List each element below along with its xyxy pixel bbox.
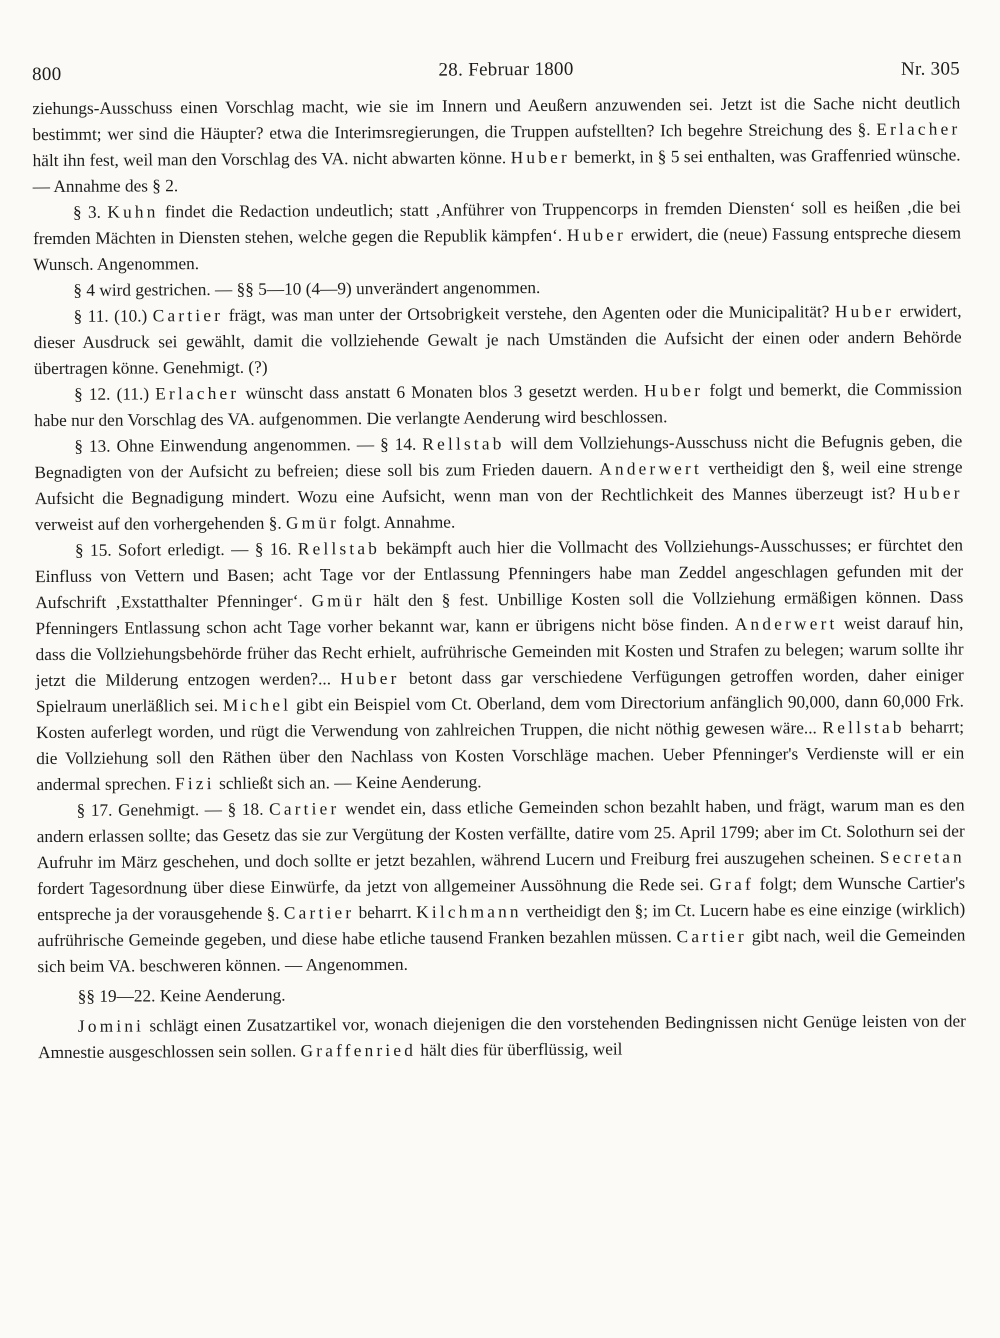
text-segment: schlägt einen Zusatzartikel vor, wonach diejenigen die den vorstehenden Bedingnissen nicht Genüge leisten von der Amnestie ausgeschlossen sein sollen.: [37, 1011, 966, 1063]
speaker-name: Graf: [709, 874, 754, 894]
paragraph: [33, 298, 961, 382]
speaker-name: Secretan: [879, 847, 965, 867]
text-segment: § 17. Genehmigt. — § 18.: [76, 799, 270, 820]
speaker-name: Rellstab: [822, 717, 905, 738]
page-number: 800: [32, 63, 62, 86]
paragraph: [33, 194, 961, 278]
text-segment: erwidert, dieser Ausdruck sei gewählt, damit die vollziehende Gewalt je nach Umständen die Aufsicht der einen oder andern Behörde übertragen könne. Genehmigt. (?): [33, 301, 962, 379]
text-segment: hält ihn fest, weil man den Vorschlag des VA. nicht abwarten könne.: [32, 148, 511, 171]
speaker-name: Cartier: [152, 305, 224, 326]
text-segment: § 11. (10.): [73, 306, 153, 326]
speaker-name: Anderwert: [599, 459, 703, 479]
text-segment: fordert Tagesordnung über diese Einwürfe, da jetzt von allgemeiner Aussöhnung die Rede sei.: [36, 874, 710, 899]
text-segment: hält dies für überflüssig, weil: [416, 1039, 623, 1060]
paragraph: [36, 792, 965, 980]
text-segment: § 15. Sofort erledigt. — § 16.: [74, 539, 298, 560]
paragraph: [34, 428, 963, 538]
text-segment: folgt; dem Wunsche Cartier's entspreche ja der vorausgehende §.: [37, 873, 966, 925]
speaker-name: Gmür: [285, 513, 340, 533]
paragraph: [38, 1008, 966, 1066]
speaker-name: Rellstab: [297, 539, 381, 559]
text-segment: §§ 19—22. Keine Aenderung.: [77, 985, 286, 1006]
text-segment: weist darauf hin, dass die Vollziehungsbehörde früher das Recht erhielt, aufrührische Gemeinden mit Kosten und Strafen zu belegen; warum sollte ihr jetzt die Milderung entzogen werden?...: [35, 613, 964, 691]
text-segment: § 3.: [72, 202, 108, 222]
document-number: Nr. 305: [900, 58, 961, 80]
speaker-name: Erlacher: [155, 383, 240, 404]
speaker-name: Huber: [643, 381, 704, 401]
document-body: [32, 90, 966, 1066]
text-segment: will dem Vollziehungs-Ausschuss nicht die Befugnis geben, die Begnadigten von der Aufsicht zu befreien; diese soll bis zum Frieden dauern.: [34, 431, 963, 483]
text-segment: § 12. (11.): [73, 384, 156, 404]
speaker-name: Jomini: [77, 1016, 145, 1036]
speaker-name: Kuhn: [107, 202, 159, 222]
text-segment: frägt, was man unter der Ortsobrigkeit verstehe, den Agenten oder die Municipalität?: [223, 302, 836, 325]
text-segment: bekämpft auch hier die Vollmacht des Vollziehungs-Ausschusses; er fürchtet den Einfluss von Vettern und Basen; acht Tage vor der Entlassung Pfenningers habe man Zeddel angeschlagen gefunden mit der Aufschrift ‚Exstatthalter Pfenninger‘.: [35, 535, 964, 613]
speaker-name: Huber: [510, 147, 570, 168]
speaker-name: Cartier: [283, 903, 355, 923]
text-segment: gibt nach, weil die Gemeinden sich beim VA. beschweren können. — Angenommen.: [37, 925, 966, 977]
text-segment: beharrt.: [354, 902, 417, 923]
text-segment: § 13. Ohne Einwendung angenommen. — § 14.: [74, 434, 423, 456]
speaker-name: Graffenried: [300, 1040, 417, 1061]
paragraph: [34, 376, 962, 434]
text-segment: wendet ein, dass etliche Gemeinden schon bezahlt haben, und frägt, warum man es den andern erlassen sollte; das Gesetz das sie zur Vergütung der Kosten verfällte, datire vom 25. April 1799; aber im Ct. Solothurn sei der Aufruhr im März geschehen, und doch sollte er jetzt bezahlen, während Lucern und Freiburg frei auszugehen scheinen.: [36, 795, 965, 873]
document-page: [32, 56, 966, 1066]
text-segment: betont dass gar verschiedene Verfügungen getroffen worden, daher einiger Spielraum unerläßlich sei.: [35, 665, 964, 717]
paragraph: [38, 978, 966, 1010]
text-segment: bemerkt, in § 5 sei enthalten, was Graffenried wünsche. — Annahme des § 2.: [32, 145, 961, 197]
paragraph: [35, 532, 965, 798]
text-segment: folgt und bemerkt, die Commission habe nur den Vorschlag des VA. aufgenommen. Die verlangte Aenderung wird beschlossen.: [34, 379, 963, 431]
speaker-name: Michel: [222, 695, 292, 715]
speaker-name: Kilchmann: [416, 902, 522, 922]
text-segment: gibt ein Beispiel vom Ct. Oberland, dem vom Directorium anfänglich 90,000, dann 60,000 Frk. Kosten auferlegt worden, und rügt die Verwendung von zahlreichen Truppen, die nicht nöthig gewesen wäre...: [36, 691, 964, 743]
page-date: 28. Februar 1800: [438, 58, 574, 81]
speaker-name: Gmür: [311, 591, 365, 611]
text-segment: vertheidigt den §, weil eine strenge Aufsicht die Begnadigung mindert. Wozu eine Aufsicht, wenn man von der Rechtlichkeit des Mannes überzeugt ist?: [34, 457, 963, 509]
text-segment: findet die Redaction undeutlich; statt ‚Anführer von Truppencorps in fremden Diensten‘ soll es heißen ‚die bei fremden Mächten in Diensten stehen, welche gegen die Republik kämpfen‘.: [33, 197, 961, 249]
text-segment: ziehungs-Ausschuss einen Vorschlag macht, wie sie im Innern und Aeußern anzuwenden sei. Jetzt ist die Sache nicht deutlich bestimmt; wer sind die Häupter? etwa die Interimsregierungen, die Truppen aufstellten? Ich begehre Streichung des §.: [32, 93, 961, 145]
speaker-name: Cartier: [676, 926, 748, 947]
speaker-name: Rellstab: [422, 434, 505, 454]
text-segment: beharrt; die Vollziehung soll den Räthen über den Nachlass von Kosten Vorschläge machen. Ueber Pfenninger's Verdienste will er ein andermal sprechen.: [36, 717, 965, 795]
speaker-name: Huber: [566, 225, 627, 245]
page-header: [32, 56, 961, 96]
text-segment: erwidert, die (neue) Fassung entspreche diesem Wunsch. Angenommen.: [33, 223, 962, 275]
speaker-name: Fizi: [175, 774, 215, 794]
text-segment: § 4 wird gestrichen. — §§ 5—10 (4—9) unverändert angenommen.: [73, 278, 541, 300]
speaker-name: Huber: [903, 483, 963, 503]
speaker-name: Huber: [340, 668, 400, 689]
speaker-name: Huber: [834, 301, 895, 322]
speaker-name: Erlacher: [876, 119, 961, 139]
text-segment: folgt. Annahme.: [339, 512, 456, 533]
text-segment: verweist auf den vorhergehenden §.: [34, 513, 287, 535]
paragraph: [32, 90, 961, 200]
speaker-name: Anderwert: [734, 614, 838, 634]
text-segment: wünscht dass anstatt 6 Monaten blos 3 gesetzt werden.: [239, 381, 645, 403]
text-segment: vertheidigt den §; im Ct. Lucern habe es eine einzige (wirklich) aufrührische Gemeinde gegeben, und diese habe etliche tausend Franken bezahlen müssen.: [37, 899, 966, 951]
speaker-name: Cartier: [269, 799, 340, 819]
text-segment: schließt sich an. — Keine Aenderung.: [214, 772, 482, 794]
text-segment: hält den § fest. Unbillige Kosten soll die Vollziehung ermäßigen können. Dass Pfenningers Entlassung schon acht Tage vorher bekannt war, kann er übrigens nicht böse finden.: [35, 587, 964, 639]
